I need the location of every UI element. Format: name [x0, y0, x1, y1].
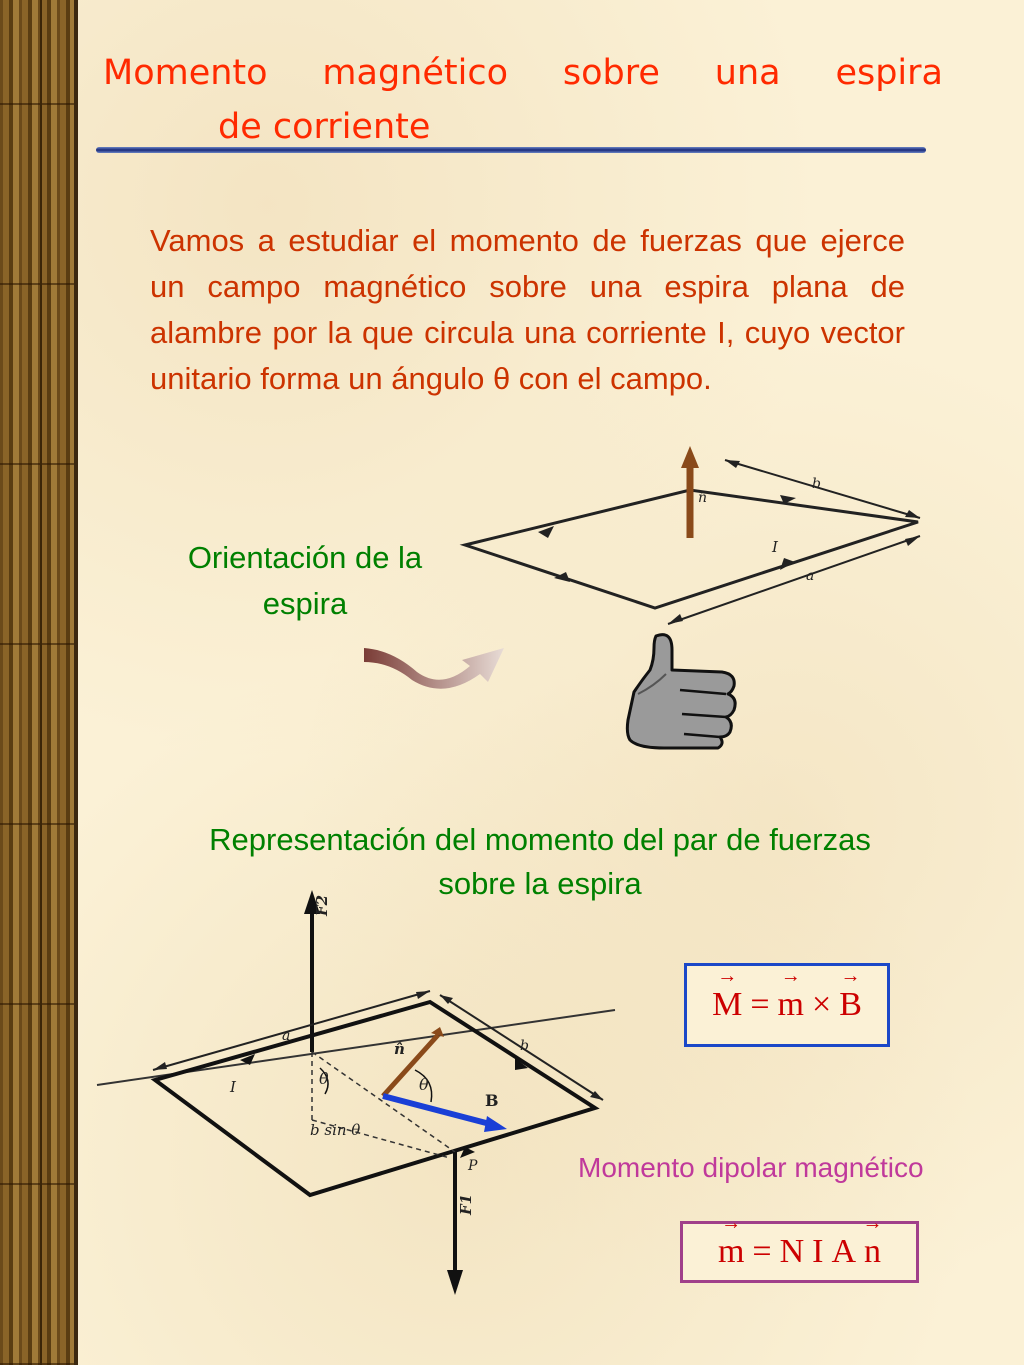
dimension-a — [668, 536, 920, 624]
symbol-N: N — [779, 1233, 805, 1270]
label-I: I — [772, 538, 778, 556]
label-n: n̂ — [394, 1040, 405, 1058]
loop-orientation-diagram — [450, 440, 930, 630]
dipole-formula — [680, 1221, 919, 1283]
label-I: I — [230, 1078, 236, 1096]
dipole-label: Momento dipolar magnético — [578, 1152, 924, 1183]
torque-formula — [684, 963, 890, 1047]
symbol-I: I — [812, 1233, 824, 1270]
label-bsin: b sin θ — [310, 1121, 361, 1139]
label-P: P — [468, 1158, 478, 1174]
symbol-n: → n — [864, 1233, 881, 1271]
equals-sign: = — [752, 1233, 772, 1270]
dimension-a — [153, 991, 430, 1070]
curved-arrow-icon — [362, 640, 512, 688]
equals-sign: = — [750, 986, 770, 1023]
label-a: a — [806, 568, 815, 584]
label-a: a — [282, 1028, 291, 1044]
thumbs-up-icon — [624, 630, 742, 752]
symbol-m: → m — [778, 986, 804, 1024]
label-b: b — [812, 476, 821, 492]
label-n: n̂ — [698, 490, 708, 506]
title-line-2: de corriente — [218, 107, 431, 147]
representation-label: Representación del momento del par de fuerzas sobre la espira — [209, 822, 871, 901]
symbol-m: → m — [718, 1233, 744, 1271]
title-underline — [96, 147, 926, 153]
label-F1: F1 — [457, 1193, 475, 1215]
label-B: B — [485, 1091, 499, 1110]
label-theta-left: θ — [319, 1069, 329, 1088]
field-vector-B — [383, 1096, 490, 1124]
symbol-M: → M — [712, 986, 742, 1024]
title-line-1: Momento magnético sobre una espira — [103, 53, 943, 93]
loop-outline — [155, 1002, 595, 1195]
label-b: b — [520, 1038, 529, 1054]
slide-title — [103, 46, 943, 154]
torque-diagram — [95, 890, 620, 1300]
label-F2: F2 — [313, 894, 331, 916]
cross-sign: × — [812, 986, 832, 1023]
symbol-A: A — [831, 1233, 857, 1270]
orientation-label: Orientación de la espira — [187, 540, 423, 621]
label-theta-right: θ — [419, 1075, 429, 1094]
symbol-B: → B — [839, 986, 862, 1024]
intro-paragraph: Vamos a estudiar el momento de fuerzas que ejerce un campo magnético sobre una espira plana de alambre por la que circula una corriente I, cuyo vector unitario forma un ángulo θ con el campo. — [150, 223, 905, 396]
wood-sidebar — [0, 0, 78, 1365]
